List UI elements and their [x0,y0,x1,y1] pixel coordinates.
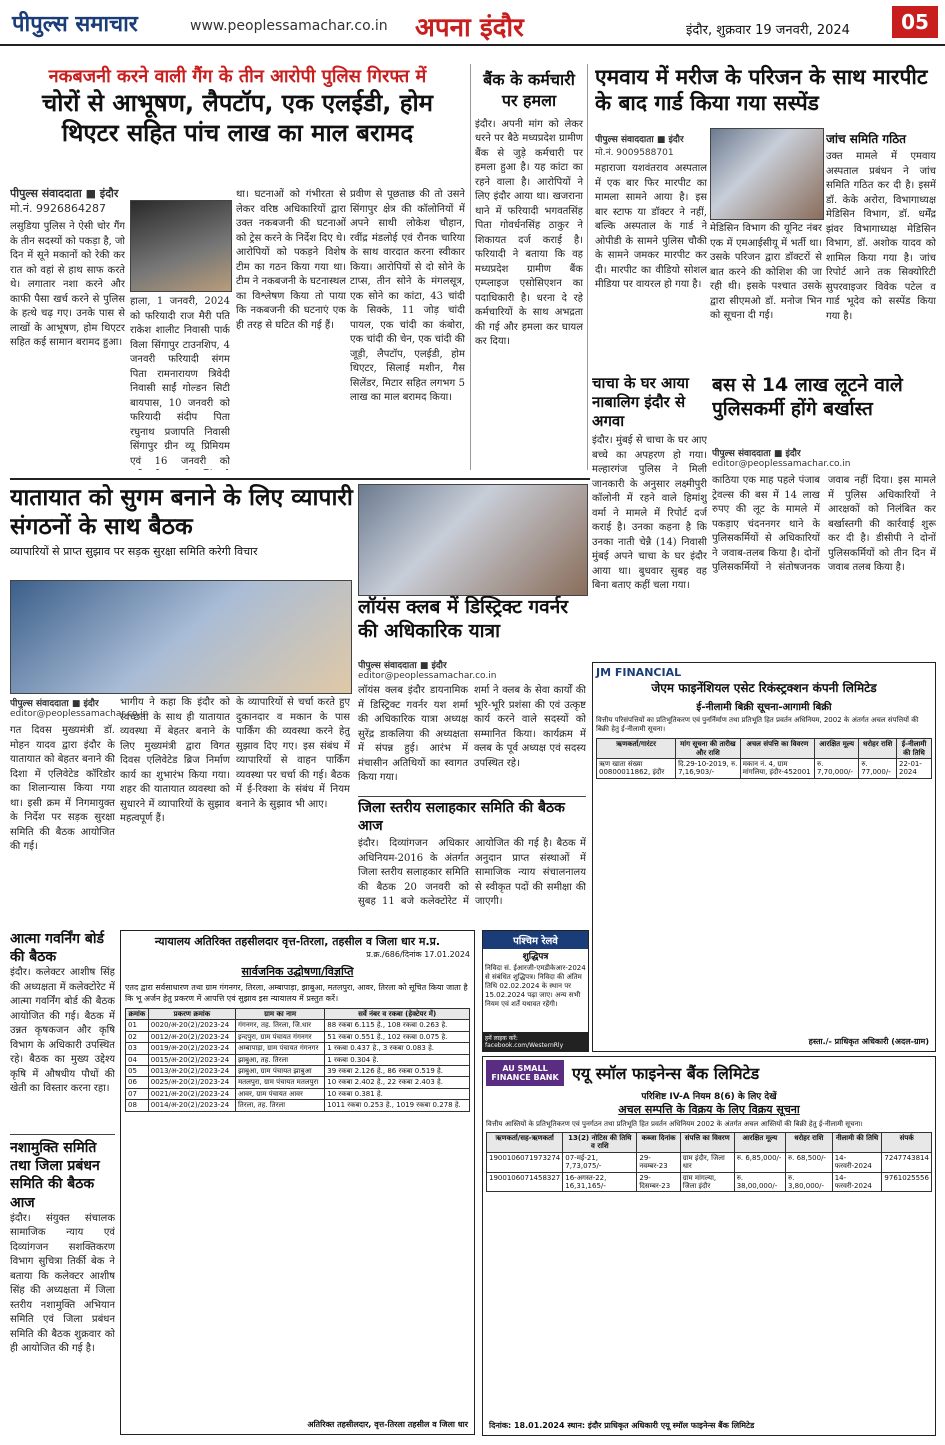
table-cell: 22-01-2024 [897,758,932,778]
au-bank-ad [482,1056,936,1436]
traffic-body-col1: गत दिवस मुख्यमंत्री डॉ. मोहन यादव द्वारा इंदौर के यातायात को बेहतर बनाने की दिशा में एलिवेटेड कॉरिडोर का शिलान्यास किया गया था। इसी क्रम में निगमायुक्त के निर्देश पर सड़क सुरक्षा समिति की बैठक आयोजित की गई। [10,725,115,852]
table-row [597,758,932,778]
hospital-body-col1: महाराजा यशवंतराव अस्पताल में एक बार फिर मारपीट का मामला सामने आया है। इस बार स्टाफ या डॉक्टर ने नहीं, बल्कि अस्पताल के गार्ड ने ओपीडी के सामने पुलिस चौकी के सामने जमकर मारपीट कर दी। मारपीट का वीडियो सोशल मीडिया पर वायरल हो गया है। [595,163,707,290]
table-cell: 29-दिसम्बर-23 [637,1172,680,1192]
au-subtitle2: अचल सम्पत्ति के विक्रय के लिए विक्रय सूचना [618,1103,800,1116]
bus-body: काठिया एक माह पहले पंजाब ट्रेवल्स की बस में 14 लाख रुपए की लूट के मामले में पकड़ाए चंदननगर थाने के पुलिसकर्मियों से अधिकारियों ने जवाब-तलब किया है। दोनों पुलिसकर्मियों ने संतोषजनक जवाब नहीं दिया। इस मामले में पुलिस अधिकारियों ने आरक्षकों को निलंबित कर बर्खास्तगी की कार्रवाई शुरू कर दी है। डीसीपी ने दोनों पुलिसकर्मियों को तीन दिन में जवाब तलब किया है। [712,475,936,573]
railway-body: निविदा सं. ईआरजी-एमडीकेआर-2024 से संबंधित शुद्धिपत्र। निविदा की अंतिम तिथि 02.02.2024 के स्थान पर 15.02.2024 पढ़ा जाए। अन्य सभी नियम एवं शर्तें यथावत रहेंगी। [485,964,586,1009]
robbery-headline-block [10,64,465,184]
table-cell: झाबुआ, ग्राम पंचायत झाबुआ [235,1066,324,1077]
table-cell: रु. 68,500/- [785,1152,832,1172]
jm-col-header: मांग सूचना की तारीख और राशि [676,739,741,759]
advisory-headline: जिला स्तरीय सलाहकार समिति की बैठक आज [358,800,565,835]
table-cell: 03 [126,1043,149,1054]
website-url[interactable]: www.peoplessamachar.co.in [190,18,388,34]
court-col-header: क्रमांक [126,1009,149,1020]
table-cell: 1900106071973274 [487,1152,563,1172]
robbery-body-col1: लसुडिया पुलिस ने ऐसी चोर गैंग के तीन सदस्यों को पकड़ा है, जो दिन में सूने मकानों को रेकी कर रात को वहां से हाथ साफ करते थे। लगातार नशा करने और काफी पैसा खर्च करने से पुलिस के हत्थे चढ़ गए। उनके पास से लाखों के आभूषण, होम थिएटर सहित कई सामान बरामद हुआ। [10,221,125,348]
traffic-headline-block [10,484,360,564]
table-row [487,1172,932,1192]
robbery-byline: पीपुल्स संवाददाता ■ इंदौर [10,187,119,200]
railway-title: पश्चिम रेलवे [483,931,588,949]
table-cell: 9761025556 [882,1172,932,1192]
table-cell: 0013/अ-20(2)/2023-24 [148,1066,235,1077]
table-cell: रु. 3,80,000/- [785,1172,832,1192]
table-cell: दि.29-10-2019, रु. 7,16,903/- [676,758,741,778]
traffic-byline: पीपुल्स संवाददाता ■ इंदौर [10,699,99,709]
traffic-body-col3: के व्यापारियों से चर्चा करते हुए दुकानदार व मकान के पास पार्किंग की व्यवस्था करने हेतु सुझाव दिए गए। इस संबंध में व्यापारियों से वाहन पार्किंग व्यवस्था पर चर्चा की गई। बैठक में ई-रिक्शा के संबंध में नियम बनाने के सुझाव भी आए। [236,697,350,810]
table-row [126,1043,470,1054]
table-cell: 10 रकबा 2.402 हे., 22 रकबा 2.403 हे. [325,1077,470,1088]
table-cell: 0015/अ-20(2)/2023-24 [148,1054,235,1065]
lions-headline-block [358,596,586,656]
table-cell: 01 [126,1020,149,1031]
table-cell: 02 [126,1031,149,1042]
lions-club-photo [358,484,588,596]
traffic-email[interactable]: editor@peoplessamachar.co.in [10,709,149,719]
railway-social[interactable]: हमें लाइक करें: facebook.com/WesternRly [483,1032,588,1051]
au-brand: AU SMALL FINANCE BANK [486,1060,564,1086]
au-col-header: कब्जा दिनांक [637,1133,680,1153]
hospital-phone: मो.नं. 9009588701 [595,148,674,158]
table-cell: 07-मई-21, 7,73,075/- [563,1152,637,1172]
table-cell: रु. 77,000/- [859,758,897,778]
au-col-header: संपर्क [882,1133,932,1153]
hospital-body-col2: मेडिसिन विभाग की यूनिट नंबर एक में एमआईसीयू में भर्ती था। उसके परिजन द्वारा डॉक्टरों से बात करने की कोशिश की जा रही थी। इसके पश्चात उसके द्वारा सीएमओ डॉ. मनोज भिन को सूचना दी गई। [710,223,822,321]
court-col-header: ग्राम का नाम [235,1009,324,1020]
railway-subtitle: शुद्धिपत्र [522,952,549,962]
hospital-photo [710,128,824,220]
table-cell: 10 रकबा 0.381 हे. [325,1088,470,1099]
lions-body-col2: शर्मा ने क्लब के सेवा कार्यों की भूरि-भूरि प्रशंसा की एवं उत्कृष्ट कार्य करने वाले सदस्यों को सम्मानित किया। कार्यक्रम में क्लब के पूर्व अध्यक्ष एवं सदस्य उपस्थित रहे। [474,685,586,769]
table-cell: रु. 6,85,000/- [734,1152,785,1172]
robbery-kicker: नकबजनी करने वाली गैंग के तीन आरोपी पुलिस गिरफ्त में [48,66,427,87]
table-cell: 7247743814 [882,1152,932,1172]
section-divider [10,478,590,480]
table-cell: मतलपुरा, ग्राम पंचायत मतलपुरा [235,1077,324,1088]
table-cell: 29-नवम्बर-23 [637,1152,680,1172]
jm-col-header: धरोहर राशि [859,739,897,759]
bus-email[interactable]: editor@peoplessamachar.co.in [712,459,851,469]
table-cell: 1 रकबा 0.304 हे. [325,1054,470,1065]
table-cell: रु. 38,00,000/- [734,1172,785,1192]
table-cell: 0014/अ-20(2)/2023-24 [148,1100,235,1111]
lions-email[interactable]: editor@peoplessamachar.co.in [358,671,497,681]
lions-byline-block [358,658,586,684]
court-footer: अतिरिक्त तहसीलदार, वृत्त-तिरला तहसील व जिला धार [307,1420,468,1429]
table-cell: इन्दपुरा, ग्राम पंचायत गंगनगर [235,1031,324,1042]
bus-headline-block [712,374,936,444]
traffic-subhead: व्यापारियों से प्राप्त सुझाव पर सड़क सुरक्षा समिति करेगी विचार [10,544,258,558]
dateline: इंदौर, शुक्रवार 19 जनवरी, 2024 [686,23,850,38]
uncle-headline: चाचा के घर आया नाबालिग इंदौर से अगवा [592,374,689,430]
atma-headline: आत्मा गवर्निंग बोर्ड की बैठक [10,931,105,966]
robbery-body-col4: प्रवीण से पूछताछ की तो उसने सिंगापुर क्षेत्र की कॉलोनियों में अपने साथी लोकेश चौहान, रवींद्र मंडलोई एवं रौनक चारिया के साथ वारदात करना स्वीकार किया। आरोपियों से दो सोने के टाप्स, तीन सोने के मंगलसूत्र, एक सोने का कांटा, 43 चांदी के सिक्के, 11 जोड़ चांदी पायल, एक चांदी का कंबोरा, एक चांदी की चेन, एक चांदी की जूड़ी, लैपटॉप, एलईडी, होम थिएटर, सिलाई मशीन, गैस सिलेंडर, मिटार सहित लगभग 5 लाख का माल बरामद किया। [350,189,465,403]
court-heading: सार्वजनिक उद्घोषणा/विज्ञप्ति [241,965,354,979]
table-cell: तिरला, तह. तिरला [235,1100,324,1111]
court-table [125,1008,470,1112]
table-cell: ऋण खाता संख्या 00800011862, इंदौर [597,758,676,778]
table-cell: मकान नं. 4, ग्राम मांगलिया, इंदौर-452001 [740,758,814,778]
masthead [0,0,945,46]
jm-table [596,738,932,779]
table-row [126,1100,470,1111]
table-cell: 0021/अ-20(2)/2023-24 [148,1088,235,1099]
bank-body: इंदौर। अपनी मांग को लेकर धरने पर बैठे मध्यप्रदेश ग्रामीण बैंक से जुड़े कर्मचारी पर हमला हुआ है। यह कांटा का रहने वाला है। आरोपियों ने लिए इंदौर आया था। खजराना थाने में फरियादी भगवतसिंह पिता गोवर्धनसिंह ठाकुर ने शिकायत दर्ज कराई है। फरियादी ने बताया कि वह मध्यप्रदेश ग्रामीण बैंक एम्प्लाइज एसोसिएशन का पदाधिकारी है। धरना दे रहे कर्मचारियों के साथ अभद्रता की गई और हमला कर घायल कर दिया। [475,118,583,348]
au-col-header: नीलामी की तिथि [832,1133,882,1153]
lions-byline: पीपुल्स संवाददाता ■ इंदौर [358,661,447,671]
jm-col-header: ऋणकर्ता/गारंटर [597,739,676,759]
jm-footer: हस्ता./- प्राधिकृत अधिकारी (अदल-ग्राम) [808,1037,929,1046]
table-cell: 14-फरवरी-2024 [832,1172,882,1192]
page-number: 05 [892,6,938,38]
jm-subtitle: ई-नीलामी बिक्री सूचना-आगामी बिक्री [696,702,832,713]
robbery-photo [130,200,232,292]
robbery-phone: मो.नं. 9926864287 [10,202,107,215]
table-cell: 1011 रकबा 0.253 हे., 1019 रकबा 0.278 हे. [325,1100,470,1111]
hospital-byline: पीपुल्स संवाददाता ■ इंदौर [595,135,684,145]
table-row [126,1031,470,1042]
jm-title: जेएम फाइनेंशियल एसेट रिकंस्ट्रक्शन कंपनी लिमिटेड [651,681,877,695]
table-cell: 05 [126,1066,149,1077]
table-cell: 06 [126,1077,149,1088]
bank-headline: बैंक के कर्मचारी पर हमला [483,70,575,110]
court-col-header: सर्वे नंबर व रकबा (हेक्टेयर में) [325,1009,470,1020]
hospital-headline-block [595,64,935,128]
traffic-body-col2: भागीय ने कहा कि इंदौर को स्वच्छता के साथ ही यातायात व्यवस्था में बेहतर बनाने के लिए मुख्यमंत्री द्वारा विगत दिवस एलिवेटेड ब्रिज निर्माण कार्य का शुभारंभ किया गया। शहर की यातायात व्यवस्था को सुधारने में व्यापारियों के सुझाव महत्वपूर्ण हैं। [120,697,230,824]
uncle-story [592,374,707,624]
advisory-body: इंदौर। दिव्यांगजन अधिकार अधिनियम-2016 के अंतर्गत जिला स्तरीय सलाहकार समिति की बैठक 20 जनवरी को सुबह 11 बजे कलेक्टोरेट में आयोजित की गई है। बैठक में अनुदान प्राप्त संस्थाओं में सामाजिक न्याय संचालनालय से स्वीकृत पदों की समीक्षा की जाएगी। [358,838,586,908]
hospital-side-head: जांच समिति गठित [826,132,907,146]
table-cell: रु. 7,70,000/- [814,758,858,778]
hospital-byline-block [595,132,710,158]
bus-byline: पीपुल्स संवाददाता ■ इंदौर [712,449,801,459]
table-row [126,1020,470,1031]
table-cell: ग्राम मांगल्या, जिला इंदौर [680,1172,734,1192]
au-body: वित्तीय आस्तियों के प्रतिभूतिकरण एवं पुनर्गठन तथा प्रतिभूति हित प्रवर्तन अधिनियम 2002 के अंतर्गत अचल आस्तियों की बिक्री हेतु ई-नीलामी सूचना। [486,1120,863,1128]
jm-col-header: अचल संपत्ति का विवरण [740,739,814,759]
table-cell: 0019/अ-20(2)/2023-24 [148,1043,235,1054]
table-cell: 88 रकबा 6.115 हे., 108 रकबा 0.263 हे. [325,1020,470,1031]
table-cell: गंगनगर, तह. तिरला, जि.धार [235,1020,324,1031]
robbery-body-col3: था। घटनाओं को गंभीरता से लेकर वरिष्ठ अधिकारियों द्वारा उक्त नकबजनी की घटनाओं को ट्रेस करने के निर्देश दिए थे। आरोपियों को पकड़ने विशेष टीम का गठन किया गया था। टीम ने नकबजनी के घटनास्थल का विश्लेषण किया तो पाया कि नकबजनी की घटनाएं एक ही तरह से घटित की गई हैं। [236,189,346,331]
table-cell: 0020/अ-20(2)/2023-24 [148,1020,235,1031]
court-notice [120,930,475,1435]
table-cell: 39 रकबा 2.126 हे., 86 रकबा 0.519 हे. [325,1066,470,1077]
jm-col-header: आरक्षित मूल्य [814,739,858,759]
table-row [126,1088,470,1099]
au-col-header: धरोहर राशि [785,1133,832,1153]
court-title: न्यायालय अतिरिक्त तहसीलदार वृत्त-तिरला, तहसील व जिला धार म.प्र. [154,935,441,948]
atma-body: इंदौर। कलेक्टर आशीष सिंह की अध्यक्षता में कलेक्टोरेट में आत्मा गवर्निंग बोर्ड की बैठक आयोजित की गई। बैठक में उन्नत कृषकजन और कृषि विभाग के अधिकारी उपस्थित रहे। बैठक का मुख्य उद्देश्य कृषि में औषधीय पौधों की खेती का विस्तार करना रहा। [10,967,115,1095]
lions-body-col1: लॉयंस क्लब इंदौर डायनामिक में डिस्ट्रिक्ट गवर्नर यश शर्मा की अधिकारिक यात्रा अध्यक्ष सुरेंद्र डाकलिया की अध्यक्षता में संपन्न हुई। आरंभ में मंचासीन अतिथियों का स्वागत किया गया। [358,685,468,783]
au-col-header: संपत्ति का विवरण [680,1133,734,1153]
au-footer: दिनांक: 18.01.2024 स्थान: इंदौर प्राधिकृत अधिकारी एयू स्मॉल फाइनेन्स बैंक लिमिटेड [489,1421,755,1430]
au-col-header: ऋणकर्ता/सह-ऋणकर्ता [487,1133,563,1153]
table-cell: ग्राम इंदौर, जिला धार [680,1152,734,1172]
court-col-header: प्रकरण क्रमांक [148,1009,235,1020]
railway-notice [482,930,589,1052]
table-cell: 1 रकबा 0.437 हे., 3 रकबा 0.083 हे. [325,1043,470,1054]
jm-brand: JM FINANCIAL [596,666,682,679]
table-row [126,1054,470,1065]
lions-headline: लॉयंस क्लब में डिस्ट्रिक्ट गवर्नर की अधिकारिक यात्रा [358,596,569,642]
au-title: एयू स्मॉल फाइनेन्स बैंक लिमिटेड [572,1064,760,1083]
table-cell: 0025/अ-20(2)/2023-24 [148,1077,235,1088]
table-cell: 14-फरवरी-2024 [832,1152,882,1172]
advisory-story [358,796,586,925]
jm-body: वित्तीय परिसंपत्तियों का प्रतिभूतिकरण एवं पुनर्निर्माण तथा प्रतिभूति हित प्रवर्तन अधिनियम, 2002 के अंतर्गत अचल संपत्तियों की बिक्री हेतु ई-नीलामी सूचना। [596,716,919,734]
section-title: अपना इंदौर [415,13,524,43]
bus-byline-block [712,446,936,472]
table-cell: अम्बापाड़ा, ग्राम पंचायत गंगनगर [235,1043,324,1054]
hospital-headline: एमवाय में मरीज के परिजन के साथ मारपीट के बाद गार्ड किया गया सस्पेंड [595,65,928,116]
table-row [126,1066,470,1077]
hospital-body-col3: उक्त मामले में एमवाय अस्पताल प्रबंधन ने जांच समिति गठित कर दी है। इसमें डॉ. केके अरोरा, विभागाध्यक्ष मेडिसिन विभाग, डॉ. धर्मेंद्र झंवर विभागाध्यक्ष मेडिसिन विभाग, डॉ. अशोक यादव को शामिल किया गया है। जांच रिपोर्ट आने तक सिक्योरिटी सुपरवाइजर विवेक पटेल व गार्ड भूदेव को सस्पेंड किया गया है। [826,151,936,322]
table-cell: 04 [126,1054,149,1065]
jm-financial-ad [592,662,936,1052]
table-cell: 51 रकबा 0.551 हे., 102 रकबा 0.075 हे. [325,1031,470,1042]
nasha-headline: नशामुक्ति समिति तथा जिला प्रबंधन समिति की बैठक आज [10,1140,100,1211]
bus-headline: बस से 14 लाख लूटने वाले पुलिसकर्मी होंगे बर्खास्त [712,374,903,420]
robbery-headline: चोरों से आभूषण, लैपटॉप, एक एलईडी, होम थिएटर सहित पांच लाख का माल बरामद [41,89,434,147]
table-cell: 0012/अ-20(2)/2023-24 [148,1031,235,1042]
au-col-header: 13(2) नोटिस की तिथि व राशि [563,1133,637,1153]
traffic-meeting-photo [10,580,352,694]
table-row [487,1152,932,1172]
table-cell: 07 [126,1088,149,1099]
uncle-body: इंदौर। मुंबई से चाचा के घर आए बच्चे का अपहरण हो गया। मल्हारगंज पुलिस ने मिली जानकारी के अनुसार लक्ष्मीपुरी कॉलोनी में रहने वाले हिमांशु वर्मा ने मामले में रिपोर्ट दर्ज कराई है। उनका कहना है कि उनका नाती चेन्नै (14) निवासी मुंबई अपने चाचा के घर इंदौर आया था। बुधवार सुबह वह बिना बताए कहीं चला गया। [592,435,707,592]
au-table [486,1132,932,1192]
table-cell: आवर, ग्राम पंचायत आवर [235,1088,324,1099]
nasha-body: इंदौर। संयुक्त संचालक सामाजिक न्याय एवं दिव्यांगजन सशक्तिकरण विभाग सुचित्रा तिर्की बेक ने बताया कि कलेक्टर आशीष सिंह की अध्यक्षता में जिला स्तरीय नशामुक्ति अभियान समिति एवं जिला प्रबंधन समिति की बैठक शुक्रवार को ही आयोजित की गई है। [10,1212,115,1355]
table-cell: 08 [126,1100,149,1111]
bank-story [470,64,588,470]
jm-col-header: ई-नीलामी की तिथि [897,739,932,759]
brand-logo: पीपुल्स समाचार [12,12,138,37]
table-row [126,1077,470,1088]
court-case-no: प्र.क्र./686/दिनांक 17.01.2024 [366,950,470,960]
nasha-story [10,1134,115,1435]
atma-story [10,930,115,1130]
au-col-header: आरक्षित मूल्य [734,1133,785,1153]
table-cell: 1900106071458327 [487,1172,563,1192]
table-cell: 16-अगस्त-22, 16,31,165/- [563,1172,637,1192]
court-intro: एतद द्वारा सर्वसाधारण तथा ग्राम गंगनगर, तिरला, अम्बापाड़ा, झाबुआ, मतलपुरा, आवर, तिरला को सूचित किया जाता है कि भू अर्जन हेतु प्रकरण में आपत्ति एवं सुझाव इस न्यायालय में प्रस्तुत करें। [125,983,468,1003]
robbery-body-col2: हाला, 1 जनवरी, 2024 को फरियादी राज मैरी पति राकेश शालीट निवासी पार्क विला सिंगापुर टाउनशिप, 4 जनवरी फरियादी संगम पिता रामनारायण त्रिवेदी निवासी साईं गोल्डन सिटी बायपास, 10 जनवरी को फरियादी संदीप पिता रघुनाथ प्रजापति निवासी सिंगापुर ग्रीन व्यू प्रिमियम एवं 16 जनवरी को [130,296,230,467]
au-subtitle: परिशिष्ट IV-A नियम 8(6) के लिए देखें [641,1092,777,1102]
table-cell: झाबुआ, तह. तिरला [235,1054,324,1065]
traffic-headline: यातायात को सुगम बनाने के लिए व्यापारी संगठनों के साथ बैठक [10,485,353,540]
